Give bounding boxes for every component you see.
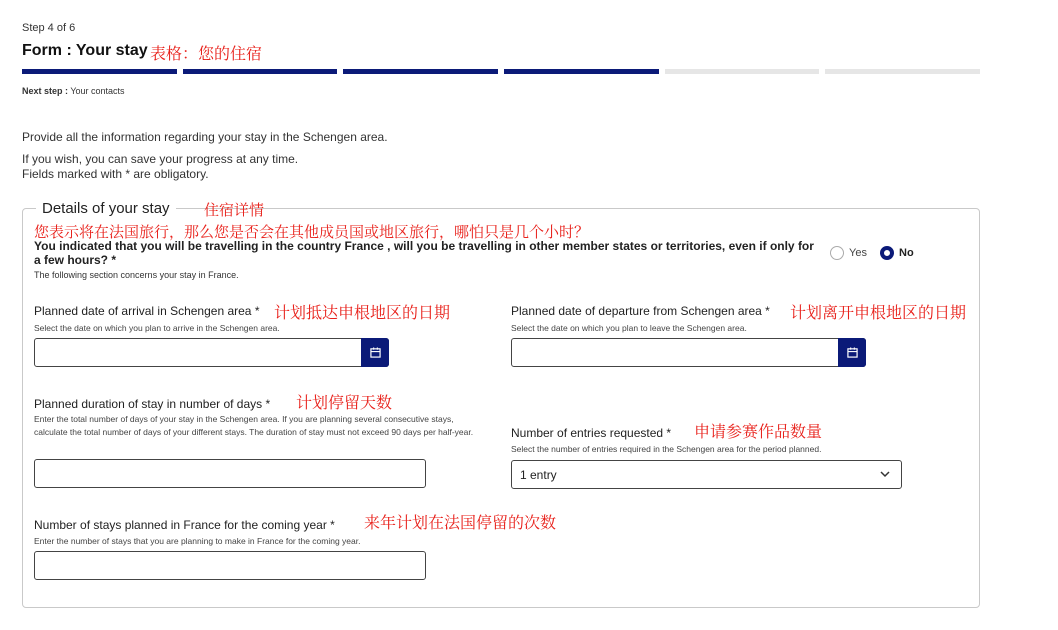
entries-hint: Select the number of entries required in the Schengen area for the period planned. xyxy=(511,444,822,454)
radio-yes-label: Yes xyxy=(849,247,867,259)
duration-input[interactable] xyxy=(34,459,426,488)
progress-segment xyxy=(343,69,498,74)
form-title: Form : Your stay xyxy=(22,42,148,59)
entries-annotation: 申请参赛作品数量 xyxy=(694,422,823,441)
save-progress-note: If you wish, you can save your progress at any time. xyxy=(22,152,299,166)
arrival-calendar-button[interactable] xyxy=(361,338,389,367)
question-text: You indicated that you will be travelling in the country France , will you be travelling in other member states or territories, even if only for a few hours? * xyxy=(34,239,814,267)
progress-bar xyxy=(22,69,980,74)
question-hint: The following section concerns your stay in France. xyxy=(34,270,239,280)
chevron-down-icon xyxy=(878,467,892,481)
calendar-icon xyxy=(370,347,381,358)
step-counter: Step 4 of 6 xyxy=(22,22,76,34)
departure-hint: Select the date on which you plan to leave the Schengen area. xyxy=(511,323,747,333)
next-step xyxy=(22,86,125,96)
duration-annotation: 计划停留天数 xyxy=(296,393,393,412)
duration-hint: Enter the total number of days of your stay in the Schengen area. If you are planning several consecutive stays, calculate the total number of days of your different stays. The duration of stay must not exceed 90 days per half-year. xyxy=(34,414,474,437)
departure-annotation: 计划离开申根地区的日期 xyxy=(790,303,967,322)
calendar-icon xyxy=(847,347,858,358)
stays-france-annotation: 来年计划在法国停留的次数 xyxy=(364,513,557,532)
entries-select[interactable] xyxy=(511,460,902,489)
form-title-annotation: 表格：您的住宿 xyxy=(150,44,263,63)
radio-yes[interactable] xyxy=(830,246,867,260)
duration-label: Planned duration of stay in number of days * xyxy=(34,397,271,411)
obligatory-note: Fields marked with * are obligatory. xyxy=(22,167,209,181)
arrival-date-input[interactable] xyxy=(34,338,389,367)
section-legend-annotation: 住宿详情 xyxy=(204,201,265,219)
stays-france-input[interactable] xyxy=(34,551,426,580)
arrival-hint: Select the date on which you plan to arrive in the Schengen area. xyxy=(34,323,280,333)
question-annotation: 您表示将在法国旅行，那么您是否会在其他成员国或地区旅行，哪怕只是几个小时？ xyxy=(34,223,590,241)
entries-label: Number of entries requested * xyxy=(511,426,672,440)
stays-france-hint: Enter the number of stays that you are planning to make in France for the coming year. xyxy=(34,536,361,546)
departure-label: Planned date of departure from Schengen area * xyxy=(511,304,770,318)
next-step-value: Your contacts xyxy=(70,86,125,96)
arrival-label: Planned date of arrival in Schengen area * xyxy=(34,304,260,318)
departure-calendar-button[interactable] xyxy=(838,338,866,367)
progress-segment xyxy=(665,69,820,74)
departure-date-input[interactable] xyxy=(511,338,866,367)
radio-no[interactable] xyxy=(880,246,914,260)
radio-no-circle[interactable] xyxy=(880,246,894,260)
progress-segment xyxy=(825,69,980,74)
arrival-annotation: 计划抵达申根地区的日期 xyxy=(274,303,451,322)
next-step-label: Next step : xyxy=(22,86,69,96)
entries-selected-value: 1 entry xyxy=(520,468,557,482)
progress-segment xyxy=(183,69,338,74)
intro-notes xyxy=(22,152,298,182)
progress-segment xyxy=(504,69,659,74)
section-legend: Details of your stay xyxy=(36,200,176,217)
radio-no-label: No xyxy=(899,247,914,259)
radio-yes-circle[interactable] xyxy=(830,246,844,260)
progress-segment xyxy=(22,69,177,74)
stays-france-label: Number of stays planned in France for the coming year * xyxy=(34,518,335,532)
intro-text: Provide all the information regarding your stay in the Schengen area. xyxy=(22,130,388,144)
